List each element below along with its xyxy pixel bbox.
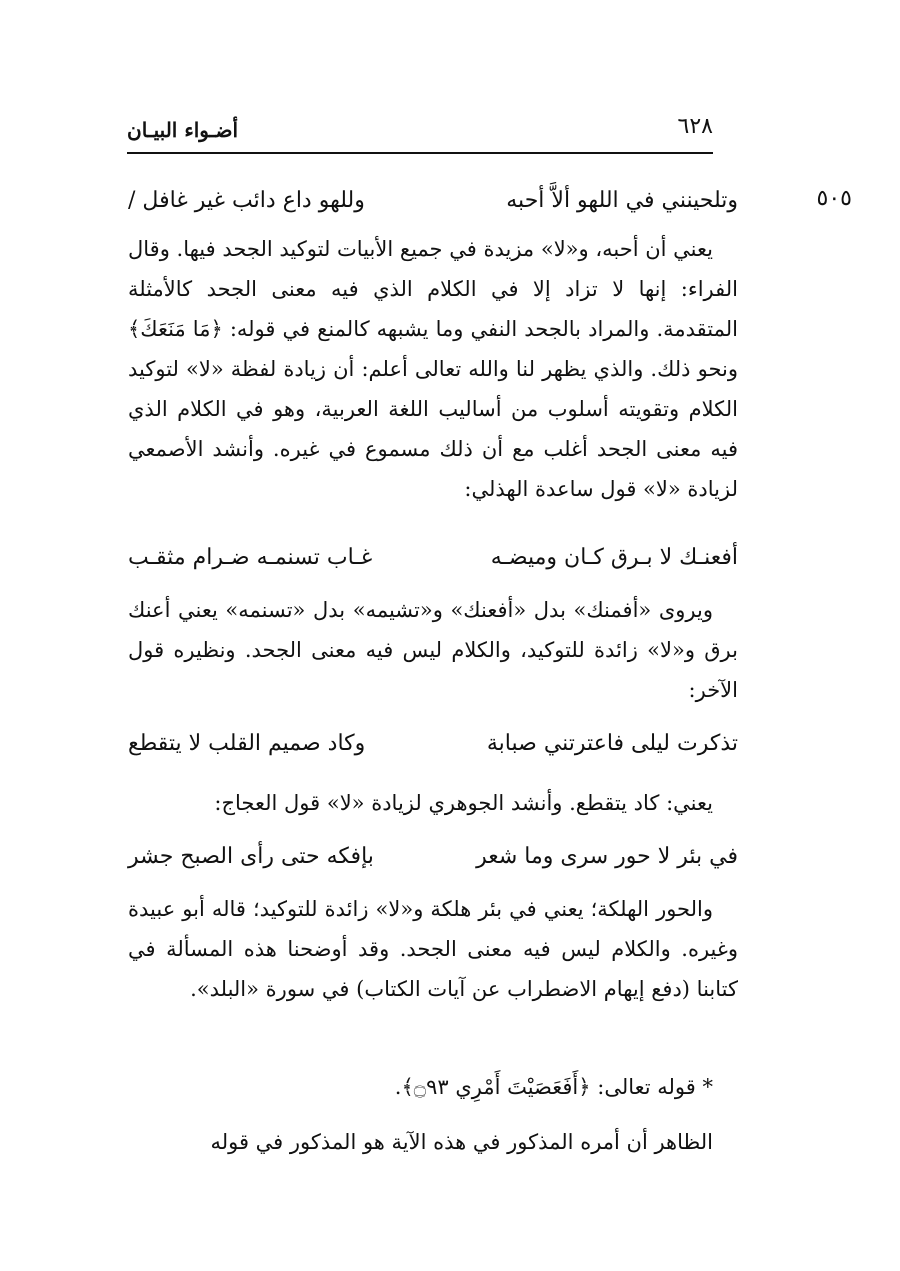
paragraph-1: يعني أن أحبه، و«لا» مزيدة في جميع الأبيات لتوكيد الجحد فيها. وقال الفراء: إنها لا تزاد إلا في الكلام الذي فيه معنى الجحد كالأمثلة المتقدمة. والمراد بالجحد النفي وما يشبهه كالمنع في قوله: ﴿مَا مَنَعَكَ﴾ ونحو ذلك. والذي يظهر لنا والله تعالى أعلم: أن زيادة لفظة «لا» لتوكيد الكلام وتقويته أسلوب من أساليب اللغة العربية، وهو في الكلام الذي فيه معنى الجحد أغلب مع أن ذلك مسموع في غيره. وأنشد الأصمعي لزيادة «لا» قول ساعدة الهذلي:	[128, 237, 738, 501]
verse-2-second-hemistich: غـاب تسنمـه ضـرام مثقـب	[128, 544, 373, 570]
paragraph-4: والحور الهلكة؛ يعني في بئر هلكة و«لا» زائدة للتوكيد؛ قاله أبو عبيدة وغيره. والكلام ليس فيه معنى الجحد. وقد أوضحنا هذه المسألة في كتابنا (دفع إيهام الاضطراب عن آيات الكتاب) في سورة «البلد».	[128, 897, 738, 1001]
verse-4-first-hemistich: في بئر لا حور سرى وما شعر	[476, 843, 738, 869]
poetry-verse-3	[128, 723, 738, 763]
page-header	[127, 112, 713, 154]
running-title: أضـواء البيـان	[127, 118, 239, 142]
verse-4-second-hemistich: بإفكه حتى رأى الصبح جشر	[128, 843, 374, 869]
poetry-verse-2	[128, 537, 738, 577]
poetry-verse-4	[128, 836, 738, 876]
footnote-verse-number: ٥٠٥	[816, 186, 852, 211]
paragraph-6: الظاهر أن أمره المذكور في هذه الآية هو المذكور في قوله	[210, 1130, 713, 1154]
verse-3-second-hemistich: وكاد صميم القلب لا يتقطع	[128, 730, 366, 756]
verse-2-first-hemistich: أفعنـك لا بـرق كـان وميضـه	[490, 544, 738, 570]
paragraph-2: ويروى «أفمنك» بدل «أفعنك» و«تشيمه» بدل «تسنمه» يعني أعنك برق و«لا» زائدة للتوكيد، والكلام ليس فيه معنى الجحد. ونظيره قول الآخر:	[128, 598, 738, 702]
verse-heading: * قوله تعالى: ﴿أَفَعَصَيْتَ أَمْرِي ۝٩٣﴾.	[394, 1075, 713, 1099]
verse-1-second-hemistich: وللهو داع دائب غير غافل /	[128, 187, 365, 213]
paragraph-3: يعني: كاد يتقطع. وأنشد الجوهري لزيادة «لا» قول العجاج:	[214, 791, 713, 815]
verse-1-first-hemistich: وتلحينني في اللهو ألاَّ أحبه	[506, 187, 738, 213]
poetry-verse-1	[128, 180, 738, 220]
page-number: ٦٢٨	[677, 114, 713, 139]
verse-3-first-hemistich: تذكرت ليلى فاعترتني صبابة	[486, 730, 738, 756]
